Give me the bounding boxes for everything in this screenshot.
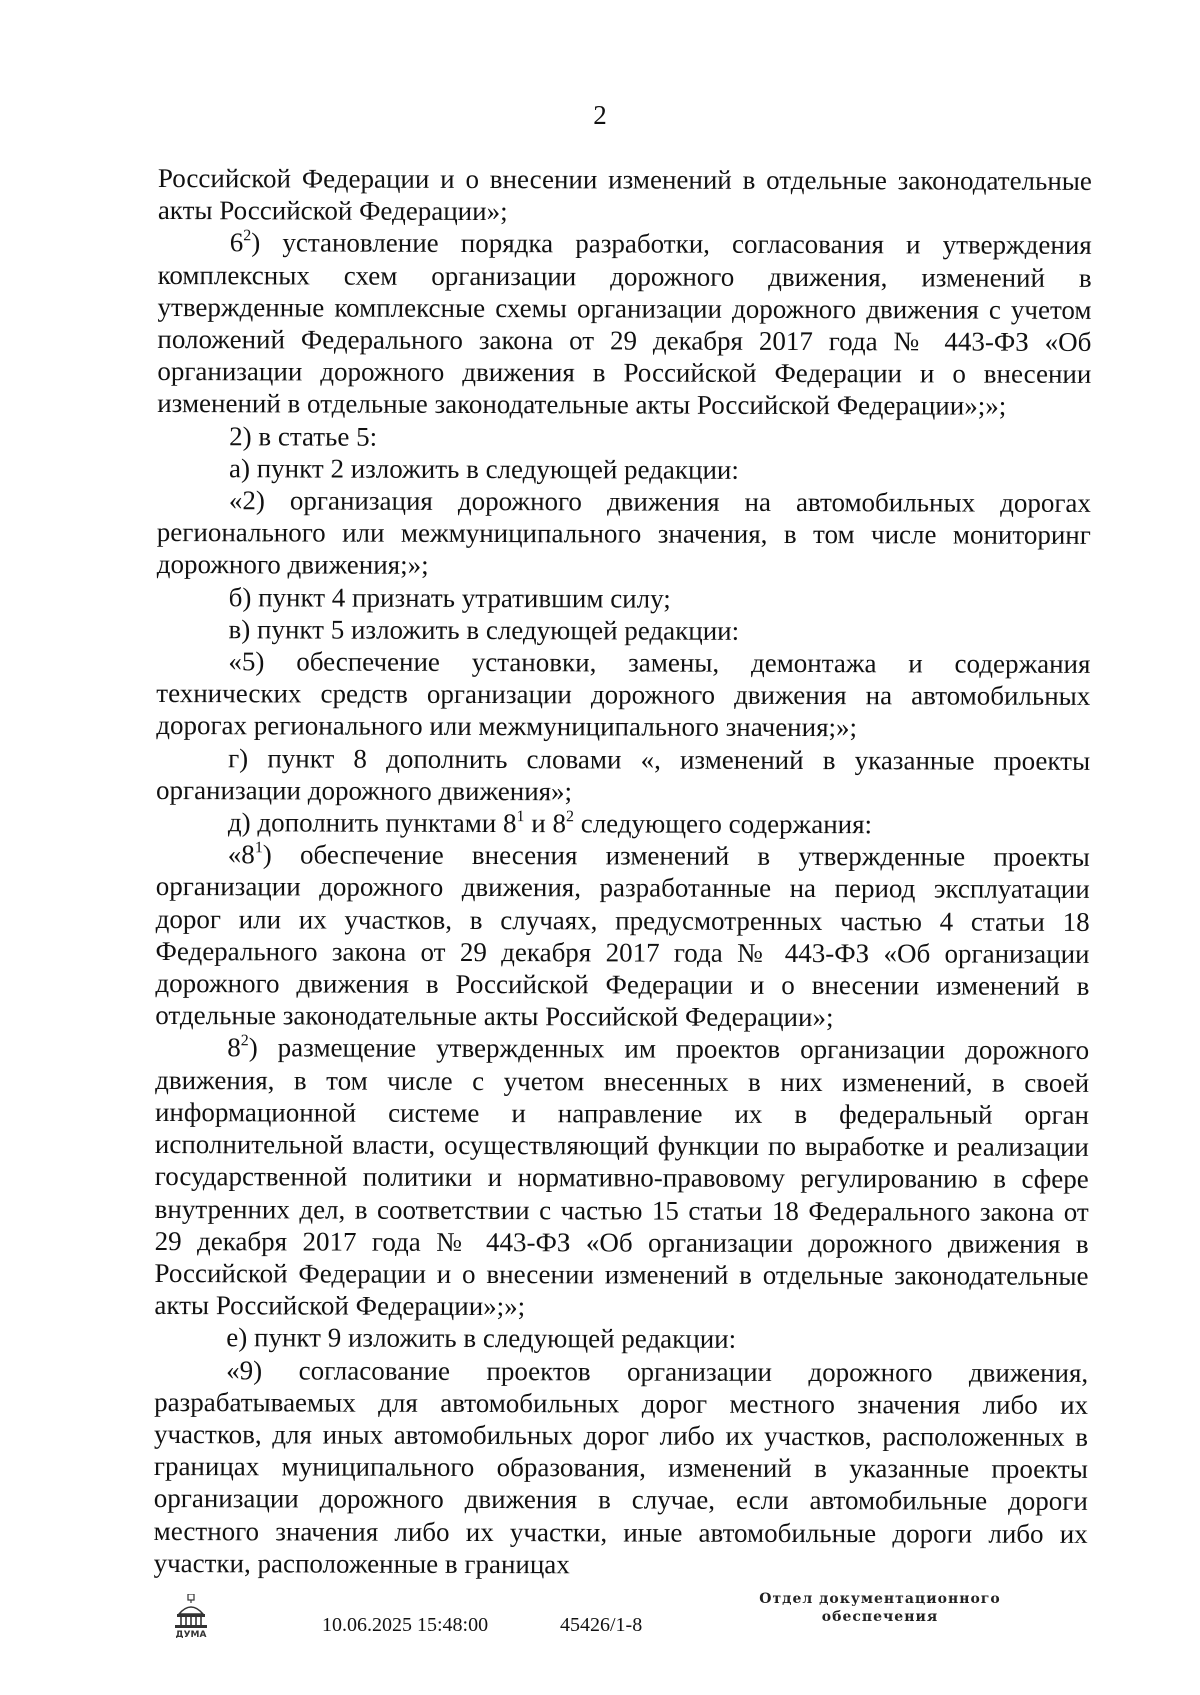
paragraph: «5) обеспечение установки, замены, демонтажа и содержания технических средств организации дорожного движения на автомобильных дорогах регионального или межмуниципального значения;»; <box>156 646 1091 743</box>
paragraph: б) пункт 4 признать утратившим силу; <box>228 581 671 614</box>
footer-doc-number: 45426/1-8 <box>560 1614 643 1636</box>
logo-text: ДУМА <box>175 1630 207 1638</box>
paragraph: д) дополнить пунктами $8^1$ и $8^2$ следующего содержания: <box>227 807 873 840</box>
paragraph: е) пункт 9 изложить в следующей редакции: <box>226 1322 737 1355</box>
paragraph: $8^2$) размещение утвержденных им проектов организации дорожного движения, в том числе с учетом внесенных в них изменений, в своей информационной системе и направление их в федеральный орган исполнительной власти, осуществляющий функции по выработке и реализации государственной политики и нормативно-правовому регулированию в сфере внутренних дел, в соответствии с частью 15 статьи 18 Федерального закона от 29 декабря 2017 года № 443-ФЗ «Об организации дорожного движения в Российской Федерации и о внесении изменений в отдельные законодательные акты Российской Федерации»;»; <box>154 1032 1090 1322</box>
paragraph: 2) в статье 5: <box>229 420 378 452</box>
duma-building-icon <box>171 1594 211 1638</box>
page-footer <box>0 1590 1200 1670</box>
stamp-line-2: обеспечения <box>821 1609 939 1625</box>
paragraph: «2) организация дорожного движения на автомобильных дорогах регионального или межмуниципального значения, в том числе мониторинг дорожного движения;»; <box>156 485 1091 581</box>
paragraph: а) пункт 2 изложить в следующей редакции: <box>228 453 739 485</box>
paragraph: «$8^1$) обеспечение внесения изменений в утвержденные проекты организации дорожного движения, разработанные на период эксплуатации дорог или их участков, в случаях, предусмотренных частью 4 статьи 18 Федерального закона от 29 декабря 2017 года № 443-ФЗ «Об организации дорожного движения в Российской Федерации и о внесении изменений в отдельные законодательные акты Российской Федерации»; <box>155 839 1090 1033</box>
paragraph: «9) согласование проектов организации дорожного движения, разрабатываемых для автомобильных дорог местного значения либо их участков, для иных автомобильных дорог либо их участков, расположенных в границах муниципального образования, изменений в указанные проекты организации дорожного движения в случае, если автомобильные дороги местного значения либо их участки, иные автомобильные дороги либо их участки, расположенные в границах <box>153 1354 1089 1580</box>
footer-date: 10.06.2025 15:48:00 <box>322 1614 489 1636</box>
page-number: 2 <box>593 100 607 130</box>
paragraph: Российской Федерации и о внесении изменений в отдельные законодательные акты Российской Федерации»; <box>157 163 1092 227</box>
paragraph: в) пункт 5 изложить в следующей редакции: <box>228 614 740 646</box>
stamp-line-1: Отдел документационного <box>759 1591 1001 1607</box>
paragraph: г) пункт 8 дополнить словами «, изменений в указанные проекты организации дорожного движения»; <box>155 742 1091 807</box>
paragraph: $6^2$) установление порядка разработки, согласования и утверждения комплексных схем организации дорожного движения, изменений в утвержденные комплексные схемы организации дорожного движения с учетом положений Федерального закона от 29 декабря 2017 года № 443-ФЗ «Об организации дорожного движения в Российской Федерации и о внесении изменений в отдельные законодательные акты Российской Федерации»;»; <box>157 227 1092 422</box>
document-body <box>154 162 1092 1582</box>
department-stamp <box>730 1590 1030 1626</box>
